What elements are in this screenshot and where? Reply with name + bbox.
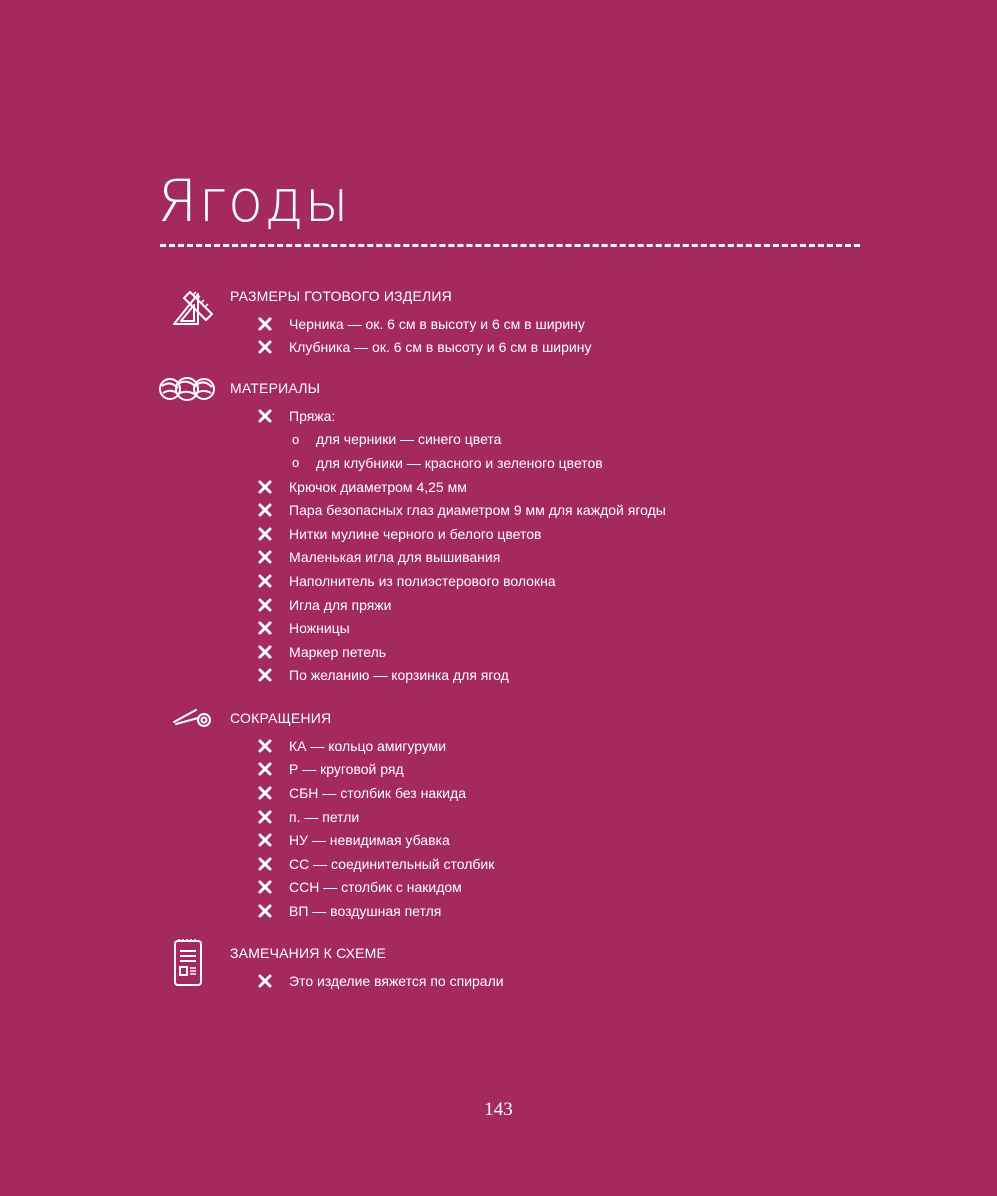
list-item-text: КА — кольцо амигуруми — [289, 737, 447, 754]
list-item — [258, 404, 666, 428]
list-item — [258, 805, 494, 829]
list-item — [258, 781, 494, 805]
sub-list-item — [258, 451, 666, 475]
cross-bullet-icon — [258, 833, 272, 847]
section-heading-materials: МАТЕРИАЛЫ — [230, 380, 321, 396]
cross-bullet-icon — [258, 574, 272, 588]
list-item — [258, 569, 666, 593]
list-item — [258, 899, 494, 923]
list-item-text: Пара безопасных глаз диаметром 9 мм для каждой ягоды — [289, 502, 666, 519]
list-item-text: Ножницы — [289, 620, 350, 637]
list-item-text: Игла для пряжи — [289, 596, 392, 613]
list-item-text: По желанию — корзинка для ягод — [289, 667, 509, 684]
page-number: 143 — [484, 1099, 513, 1120]
sizes-list — [258, 312, 591, 359]
list-item-text: Маркер петель — [289, 643, 387, 660]
cross-bullet-icon — [258, 480, 272, 494]
list-item-text: Крючок диаметром 4,25 мм — [289, 478, 467, 495]
cross-bullet-icon — [258, 810, 272, 824]
list-item-text: Маленькая игла для вышивания — [289, 549, 501, 566]
cross-bullet-icon — [258, 317, 272, 331]
list-item — [258, 616, 666, 640]
cross-bullet-icon — [258, 621, 272, 635]
cross-bullet-icon — [258, 880, 272, 894]
cross-bullet-icon — [258, 598, 272, 612]
page-title: Ягоды — [157, 167, 350, 235]
list-item-text: ВП — воздушная петля — [289, 902, 442, 919]
list-item — [258, 498, 666, 522]
list-item-text: Это изделие вяжется по спирали — [289, 972, 504, 989]
cross-bullet-icon — [258, 550, 272, 564]
section-heading-abbreviations: СОКРАЩЕНИЯ — [230, 710, 332, 726]
list-item-text: Черника — ок. 6 см в высоту и 6 см в ширину — [289, 315, 585, 332]
section-heading-notes: ЗАМЕЧАНИЯ К СХЕМЕ — [230, 945, 387, 961]
list-item-text: Нитки мулине черного и белого цветов — [289, 525, 542, 542]
list-item — [258, 969, 504, 993]
list-item-text: Наполнитель из полиэстерового волокна — [289, 572, 556, 589]
sub-bullet: o — [292, 431, 300, 447]
cross-bullet-icon — [258, 503, 272, 517]
notes-list — [258, 969, 504, 993]
sub-list-item-text: для клубники — красного и зеленого цветов — [316, 454, 603, 471]
list-item — [258, 876, 494, 900]
list-item — [258, 593, 666, 617]
list-item — [258, 640, 666, 664]
list-item — [258, 522, 666, 546]
list-item-text: п. — петли — [289, 808, 360, 825]
list-item-text: СС — соединительный столбик — [289, 855, 495, 872]
list-item — [258, 664, 666, 688]
list-item-text: НУ — невидимая убавка — [289, 832, 450, 849]
list-item-text: ССН — столбик с накидом — [289, 879, 462, 896]
list-item — [258, 852, 494, 876]
cross-bullet-icon — [258, 645, 272, 659]
list-item-text: СБН — столбик без накида — [289, 784, 467, 801]
list-item-text: Пряжа: — [289, 407, 336, 424]
list-item-text: Клубника — ок. 6 см в высоту и 6 см в ширину — [289, 339, 592, 356]
title-divider — [160, 244, 860, 247]
list-item — [258, 734, 494, 758]
cross-bullet-icon — [258, 974, 272, 988]
sub-list-item — [258, 428, 666, 452]
cross-bullet-icon — [258, 857, 272, 871]
list-item — [258, 312, 591, 336]
list-item — [258, 336, 591, 360]
cross-bullet-icon — [258, 527, 272, 541]
list-item — [258, 828, 494, 852]
sub-list-item-text: для черники — синего цвета — [316, 431, 502, 448]
cross-bullet-icon — [258, 904, 272, 918]
list-item — [258, 546, 666, 570]
ruler-triangle-icon — [172, 288, 214, 331]
cross-bullet-icon — [258, 739, 272, 753]
yarn-icon — [158, 374, 216, 409]
cross-bullet-icon — [258, 409, 272, 423]
stitch-marker-icon — [172, 706, 212, 733]
abbreviations-list — [258, 734, 494, 923]
list-item-text: Р — круговой ряд — [289, 761, 404, 778]
sub-bullet: o — [292, 455, 300, 471]
cross-bullet-icon — [258, 340, 272, 354]
materials-list — [258, 404, 666, 687]
list-item — [258, 758, 494, 782]
section-heading-sizes: РАЗМЕРЫ ГОТОВОГО ИЗДЕЛИЯ — [230, 288, 452, 304]
cross-bullet-icon — [258, 762, 272, 776]
cross-bullet-icon — [258, 668, 272, 682]
cross-bullet-icon — [258, 786, 272, 800]
notepad-icon — [173, 937, 203, 992]
list-item — [258, 475, 666, 499]
